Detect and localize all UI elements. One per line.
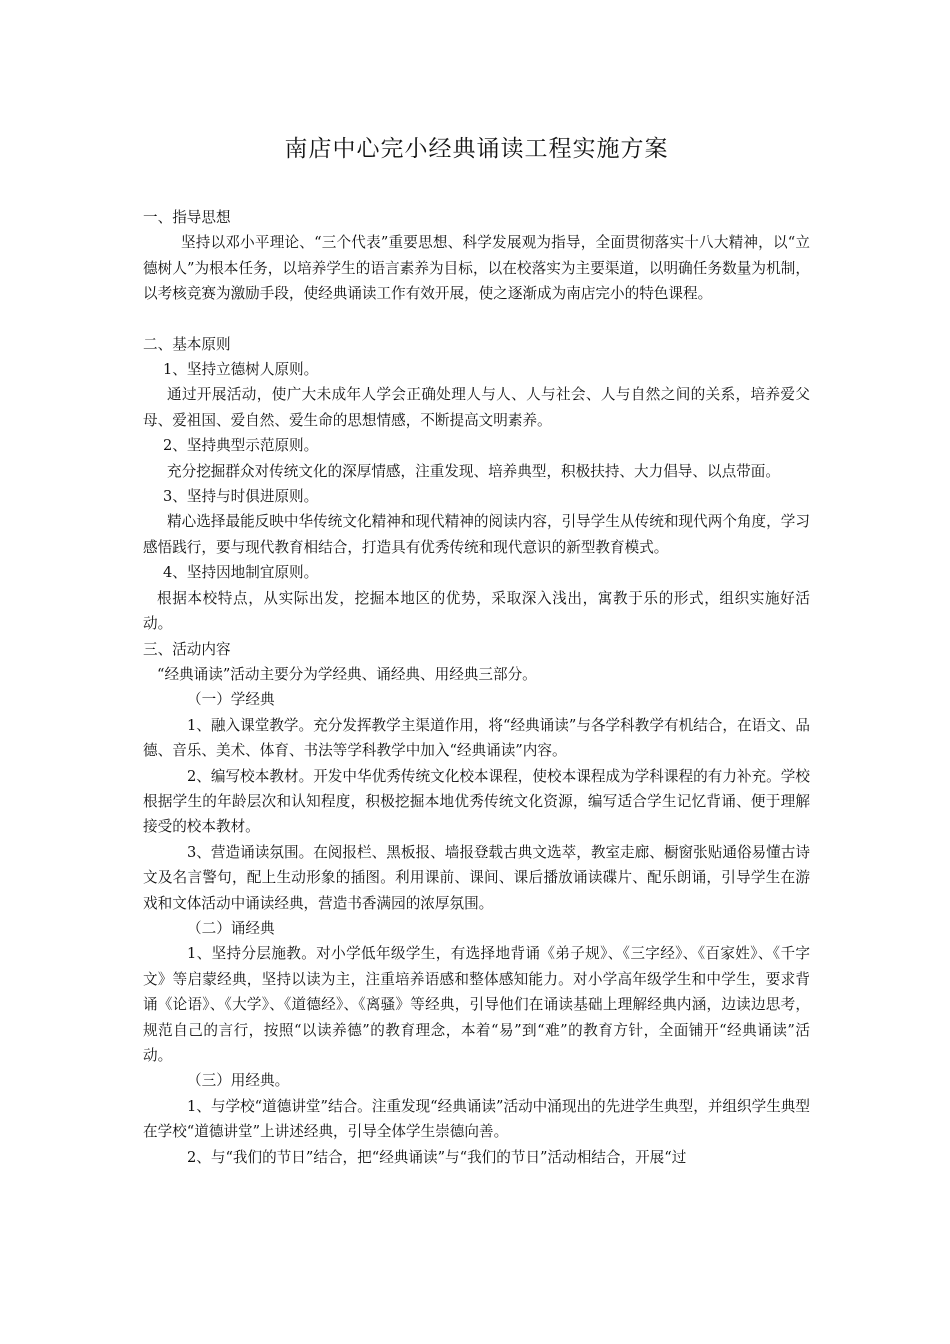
paragraph: 1、坚持分层施教。对小学低年级学生，有选择地背诵《弟子规》、《三字经》、《百家姓》、《千字文》等启蒙经典，坚持以读为主，注重培养语感和整体感知能力。对小学高年级学生和中学生，要求背诵《论语》、《大学》、《道德经》、《离骚》等经典，引导他们在诵读基础上理解经典内涵，边读边思考，规范自己的言行，按照“以读养德”的教育理念，本着“易”到“难”的教育方针，全面铺开“经典诵读”活动。 — [143, 945, 810, 1064]
subsection-heading: （一）学经典 — [187, 691, 275, 709]
paragraph: 2、编写校本教材。开发中华优秀传统文化校本课程，使校本课程成为学科课程的有力补充。学校根据学生的年龄层次和认知程度，积极挖掘本地优秀传统文化资源，编写适合学生记忆背诵、便于理解接受的校本教材。 — [143, 767, 810, 836]
paragraph: 1、与学校“道德讲堂”结合。注重发现“经典诵读”活动中涌现出的先进学生典型，并组织学生典型在学校“道德讲堂”上讲述经典，引导全体学生崇德向善。 — [143, 1097, 810, 1141]
paragraph: 精心选择最能反映中华传统文化精神和现代精神的阅读内容，引导学生从传统和现代两个角度，学习感悟践行，要与现代教育相结合，打造具有优秀传统和现代意识的新型教育模式。 — [143, 513, 810, 556]
paragraph: 充分挖掘群众对传统文化的深厚情感，注重发现、培养典型，积极扶持、大力倡导、以点带面。 — [167, 462, 780, 480]
paragraph: “经典诵读”活动主要分为学经典、诵经典、用经典三部分。 — [157, 665, 537, 683]
subsection-heading: （二）诵经典 — [187, 919, 275, 937]
principle-heading: 1、坚持立德树人原则。 — [163, 361, 319, 379]
paragraph: 1、融入课堂教学。充分发挥教学主渠道作用，将“经典诵读”与各学科教学有机结合，在语文、品德、音乐、美术、体育、书法等学科教学中加入“经典诵读”内容。 — [143, 716, 810, 760]
principle-heading: 4、坚持因地制宜原则。 — [163, 564, 319, 582]
section-heading-1: 一、指导思想 — [143, 209, 231, 226]
subsection-heading: （三）用经典。 — [187, 1072, 290, 1090]
section-heading-3: 三、活动内容 — [143, 640, 231, 658]
page-title: 南店中心完小经典诵读工程实施方案 — [284, 136, 669, 162]
principle-heading: 3、坚持与时俱进原则。 — [163, 488, 319, 506]
principle-heading: 2、坚持典型示范原则。 — [163, 437, 319, 455]
paragraph: 坚持以邓小平理论、“三个代表”重要思想、科学发展观为指导，全面贯彻落实十八大精神，以“立德树人”为根本任务，以培养学生的语言素养为目标，以在校落实为主要渠道，以明确任务数量为机制，以考核竞赛为激励手段，使经典诵读工作有效开展，使之逐渐成为南店完小的特色课程。 — [143, 234, 810, 303]
paragraph: 2、与“我们的节日”结合，把“经典诵读”与“我们的节日”活动相结合，开展“过 — [187, 1148, 687, 1166]
paragraph: 3、营造诵读氛围。在阅报栏、黑板报、墙报登载古典文选萃，教室走廊、橱窗张贴通俗易懂古诗文及名言警句，配上生动形象的插图。利用课前、课间、课后播放诵读碟片、配乐朗诵，引导学生在游戏和文体活动中诵读经典，营造书香满园的浓厚氛围。 — [143, 843, 810, 912]
paragraph: 根据本校特点，从实际出发，挖掘本地区的优势，采取深入浅出，寓教于乐的形式，组织实施好活动。 — [143, 589, 810, 633]
section-heading-2: 二、基本原则 — [143, 335, 231, 353]
spacer — [143, 307, 810, 332]
paragraph: 通过开展活动，使广大未成年人学会正确处理人与人、人与社会、人与自然之间的关系，培养爱父母、爱祖国、爱自然、爱生命的思想情感，不断提高文明素养。 — [143, 386, 810, 429]
